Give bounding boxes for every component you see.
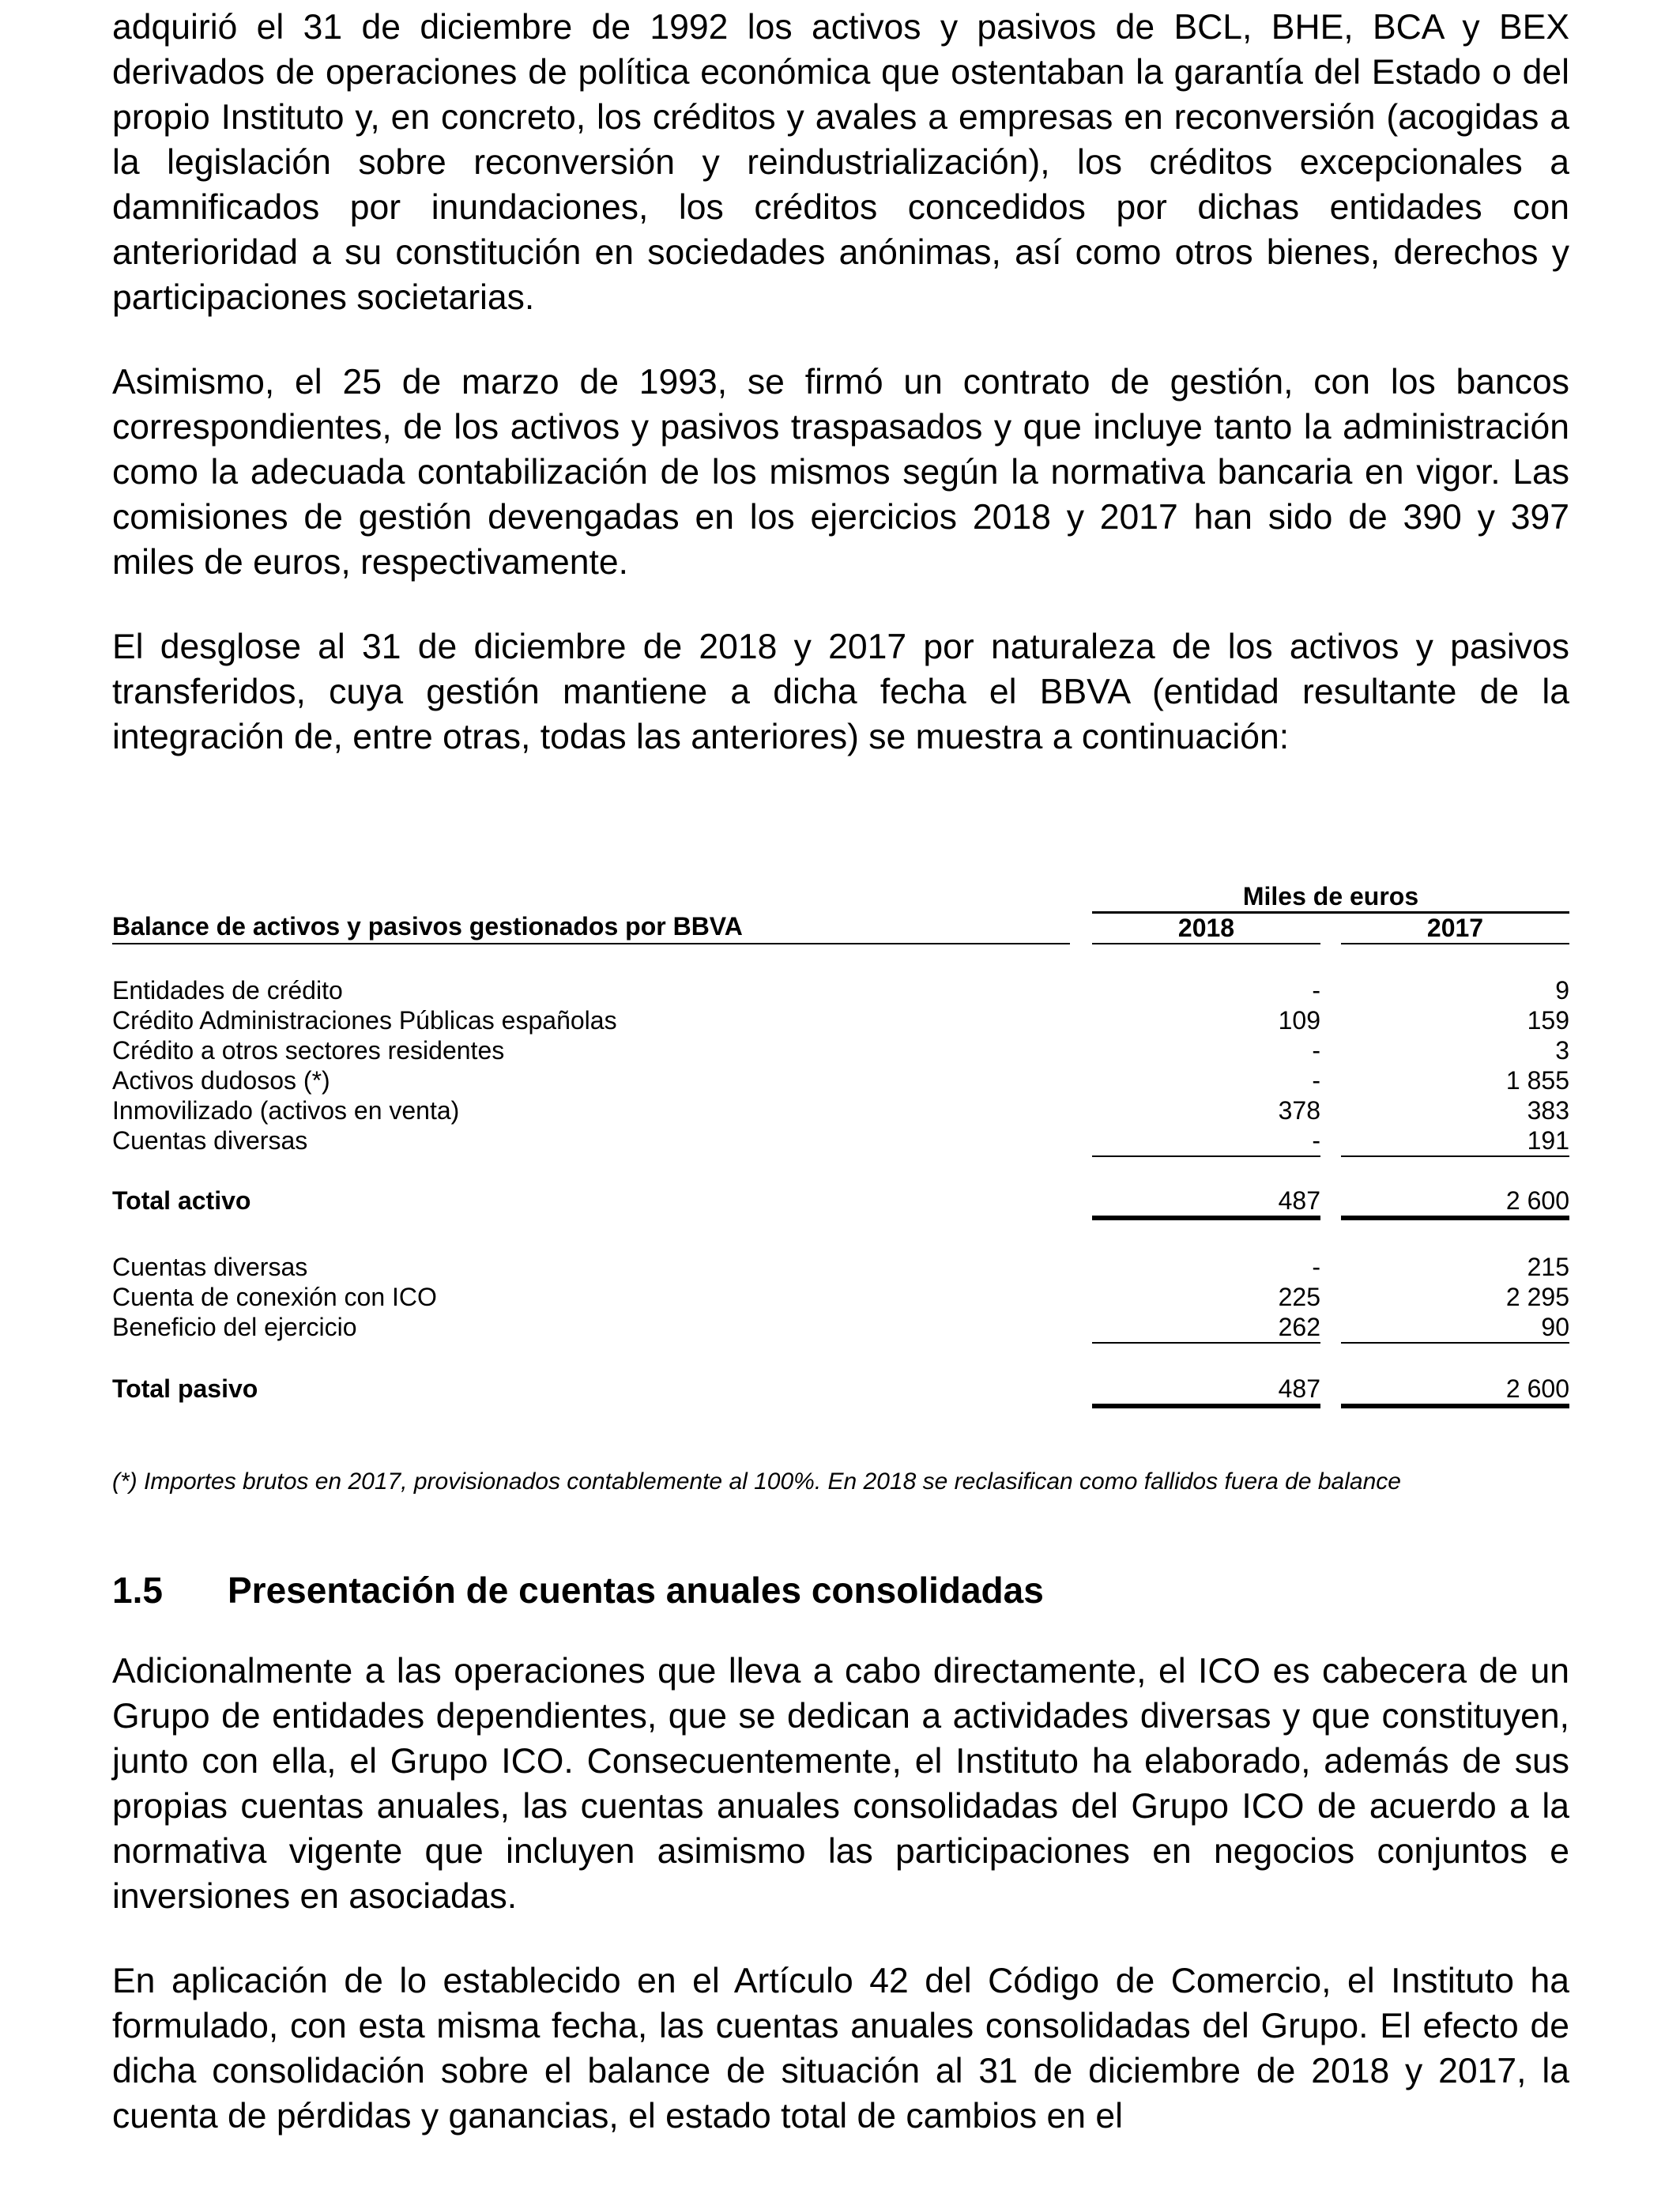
total-pasivo-2017: 2 600 xyxy=(1505,1374,1569,1403)
section-number: 1.5 xyxy=(112,1570,163,1611)
row-value-2018: - xyxy=(1312,1036,1320,1065)
total-rule-2018 xyxy=(1092,1404,1320,1408)
paragraph-2: Asimismo, el 25 de marzo de 1993, se firmó un contrato de gestión, con los bancos correspondientes, de los activos y pasivos traspasados y que incluye tanto la administración como la adecuada contabilización de los mismos según la normativa bancaria en vigor. Las comisiones de gestión devengadas en los ejercicios 2018 y 2017 han sido de 390 y 397 miles de euros, respectivamente. xyxy=(112,363,1569,582)
row-value-2018: - xyxy=(1312,1066,1320,1095)
row-label: Crédito Administraciones Públicas españolas xyxy=(112,1006,617,1035)
row-label: Cuenta de conexión con ICO xyxy=(112,1283,437,1311)
row-value-2018: 109 xyxy=(1278,1006,1320,1035)
row-label: Activos dudosos (*) xyxy=(112,1066,330,1095)
subtotal-rule-2017 xyxy=(1341,1155,1569,1157)
title-underline xyxy=(112,943,1070,944)
section-paragraph-1: Adicionalmente a las operaciones que lleva a cabo directamente, el ICO es cabecera de un Grupo de entidades dependientes, que se dedican a actividades diversas y que constituyen, junto con ella, el Grupo ICO. Consecuentemente, el Instituto ha elaborado, además de sus propias cuentas anuales, las cuentas anuales consolidadas del Grupo ICO de acuerdo a la normativa vigente que incluyen asimismo las participaciones en negocios conjuntos e inversiones en asociadas. xyxy=(112,1652,1569,1916)
year-2017-underline xyxy=(1341,943,1569,944)
row-value-2017: 215 xyxy=(1527,1253,1569,1281)
section-heading xyxy=(112,1566,1569,1614)
total-rule-2017 xyxy=(1341,1404,1569,1408)
total-activo-label: Total activo xyxy=(112,1186,251,1215)
row-value-2018: 378 xyxy=(1278,1096,1320,1125)
row-label: Beneficio del ejercicio xyxy=(112,1313,357,1341)
table-footnote: (*) Importes brutos en 2017, provisionados contablemente al 100%. En 2018 se reclasifican como fallidos fuera de balance xyxy=(112,1468,1401,1495)
row-label: Cuentas diversas xyxy=(112,1253,308,1281)
row-label: Inmovilizado (activos en venta) xyxy=(112,1096,460,1125)
subtotal-rule-2018 xyxy=(1092,1342,1320,1344)
row-value-2017: 2 295 xyxy=(1505,1283,1569,1311)
section-title: Presentación de cuentas anuales consolidadas xyxy=(228,1570,1044,1611)
row-value-2017: 159 xyxy=(1527,1006,1569,1035)
row-label: Crédito a otros sectores residentes xyxy=(112,1036,505,1065)
paragraph-3: El desglose al 31 de diciembre de 2018 y 2017 por naturaleza de los activos y pasivos transferidos, cuya gestión mantiene a dicha fecha el BBVA (entidad resultante de la integración de, entre otras, todas las anteriores) se muestra a continuación: xyxy=(112,628,1569,756)
total-activo-2018: 487 xyxy=(1278,1186,1320,1215)
row-value-2017: 191 xyxy=(1527,1126,1569,1155)
row-value-2017: 383 xyxy=(1527,1096,1569,1125)
paragraph-1: adquirió el 31 de diciembre de 1992 los activos y pasivos de BCL, BHE, BCA y BEX derivados de operaciones de política económica que ostentaban la garantía del Estado o del propio Instituto y, en concreto, los créditos y avales a empresas en reconversión (acogidas a la legislación sobre reconversión y reindustrialización), los créditos excepcionales a damnificados por inundaciones, los créditos concedidos por dichas entidades con anterioridad a su constitución en sociedades anónimas, así como otros bienes, derechos y participaciones societarias. xyxy=(112,8,1569,317)
row-value-2018: - xyxy=(1312,1253,1320,1281)
year-2018-underline xyxy=(1092,943,1320,944)
table-title: Balance de activos y pasivos gestionados por BBVA xyxy=(112,912,743,941)
total-rule-2018 xyxy=(1092,1216,1320,1220)
total-rule-2017 xyxy=(1341,1216,1569,1220)
row-label: Cuentas diversas xyxy=(112,1126,308,1155)
total-pasivo-2018: 487 xyxy=(1278,1374,1320,1403)
section-paragraph-2: En aplicación de lo establecido en el Artículo 42 del Código de Comercio, el Instituto ha formulado, con esta misma fecha, las cuentas anuales consolidadas del Grupo. El efecto de dicha consolidación sobre el balance de situación al 31 de diciembre de 2018 y 2017, la cuenta de pérdidas y ganancias, el estado total de cambios en el xyxy=(112,1962,1569,2136)
row-value-2018: - xyxy=(1312,976,1320,1005)
row-value-2017: 90 xyxy=(1541,1313,1569,1341)
subtotal-rule-2017 xyxy=(1341,1342,1569,1344)
total-pasivo-label: Total pasivo xyxy=(112,1374,258,1403)
row-label: Entidades de crédito xyxy=(112,976,343,1005)
row-value-2017: 9 xyxy=(1555,976,1569,1005)
year-2017-header: 2017 xyxy=(1426,914,1484,942)
row-value-2018: 225 xyxy=(1278,1283,1320,1311)
row-value-2018: - xyxy=(1312,1126,1320,1155)
row-value-2017: 3 xyxy=(1555,1036,1569,1065)
year-2018-header: 2018 xyxy=(1177,914,1235,942)
row-value-2017: 1 855 xyxy=(1505,1066,1569,1095)
unit-header: Miles de euros xyxy=(1242,882,1419,910)
subtotal-rule-2018 xyxy=(1092,1155,1320,1157)
row-value-2018: 262 xyxy=(1278,1313,1320,1341)
total-activo-2017: 2 600 xyxy=(1505,1186,1569,1215)
